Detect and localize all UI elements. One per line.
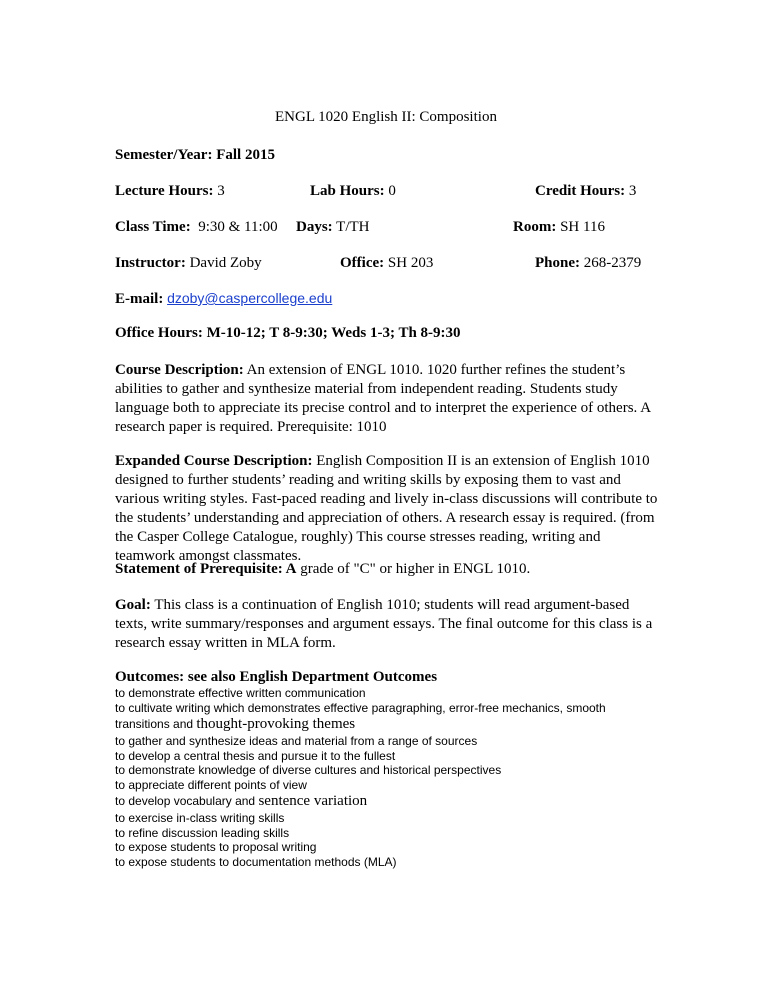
outcome-item: to appreciate different points of view <box>115 777 307 792</box>
outcomes-heading: Outcomes: see also English Department Outcomes <box>115 669 438 685</box>
office-hours: Office Hours: M-10-12; T 8-9:30; Weds 1-3; Th 8-9:30 <box>115 325 461 341</box>
lecture-hours: Lecture Hours: 3 <box>115 183 225 199</box>
semester-label: Semester/Year: <box>115 147 213 163</box>
outcome-item: to expose students to proposal writing <box>115 840 317 854</box>
outcome-item: to refine discussion leading skills <box>115 825 290 840</box>
phone: Phone: 268-2379 <box>535 255 642 271</box>
course-title: ENGL 1020 English II: Composition <box>275 109 497 125</box>
lab-hours: Lab Hours: 0 <box>310 183 396 199</box>
outcome-item: to cultivate writing which demonstrates effective paragraphing, error-free mechanics, smooth <box>115 700 606 715</box>
outcome-item: to expose students to documentation methods (MLA) <box>115 854 397 869</box>
prerequisite: Statement of Prerequisite: A grade of "C" or higher in ENGL 1010. <box>115 561 531 577</box>
outcomes-list <box>115 686 675 869</box>
outcome-item: to gather and synthesize ideas and material from a range of sources <box>115 734 478 748</box>
instructor: Instructor: David Zoby <box>115 255 262 271</box>
course-description: Course Description: An extension of ENGL 1010. 1020 further refines the student’s abilities to gather and synthesize material from independent reading. Students study language both to appreciate its precise control and to interpret the experience of others. A research paper is required. Prerequisite: 1010 <box>115 362 651 435</box>
outcome-item: to develop vocabulary and sentence variation <box>115 793 368 809</box>
expanded-course-description: Expanded Course Description: English Composition II is an extension of English 1010 designed to further students’ reading and writing skills by exposing them to vast and various writing styles. Fast-paced reading and lively in-class discussions will contribute to the students’ understanding and appreciation of others. A research essay is required. (from the Casper College Catalogue, roughly) This course stresses reading, writing and teamwork amongst classmates. <box>115 453 658 564</box>
outcome-item: to develop a central thesis and pursue it to the fullest <box>115 748 396 763</box>
outcome-item: to exercise in-class writing skills <box>115 811 285 825</box>
office: Office: SH 203 <box>340 255 434 271</box>
outcome-item: to demonstrate knowledge of diverse cultures and historical perspectives <box>115 763 502 777</box>
credit-hours: Credit Hours: 3 <box>535 183 637 199</box>
email-line: E-mail: dzoby@caspercollege.edu <box>115 290 333 307</box>
outcome-item: transitions and thought-provoking themes <box>115 716 356 732</box>
outcome-item: to demonstrate effective written communication <box>115 686 366 700</box>
semester-value: Fall 2015 <box>216 147 275 163</box>
semester-line <box>115 146 275 164</box>
goal: Goal: This class is a continuation of English 1010; students will read argument-based texts, write summary/responses and argument essays. The final outcome for this class is a research essay written in MLA form. <box>115 597 653 651</box>
class-days: Days: T/TH <box>296 219 370 235</box>
class-time: Class Time: 9:30 & 11:00 <box>115 219 278 235</box>
room: Room: SH 116 <box>513 219 605 235</box>
email-link[interactable]: dzoby@caspercollege.edu <box>167 290 333 306</box>
